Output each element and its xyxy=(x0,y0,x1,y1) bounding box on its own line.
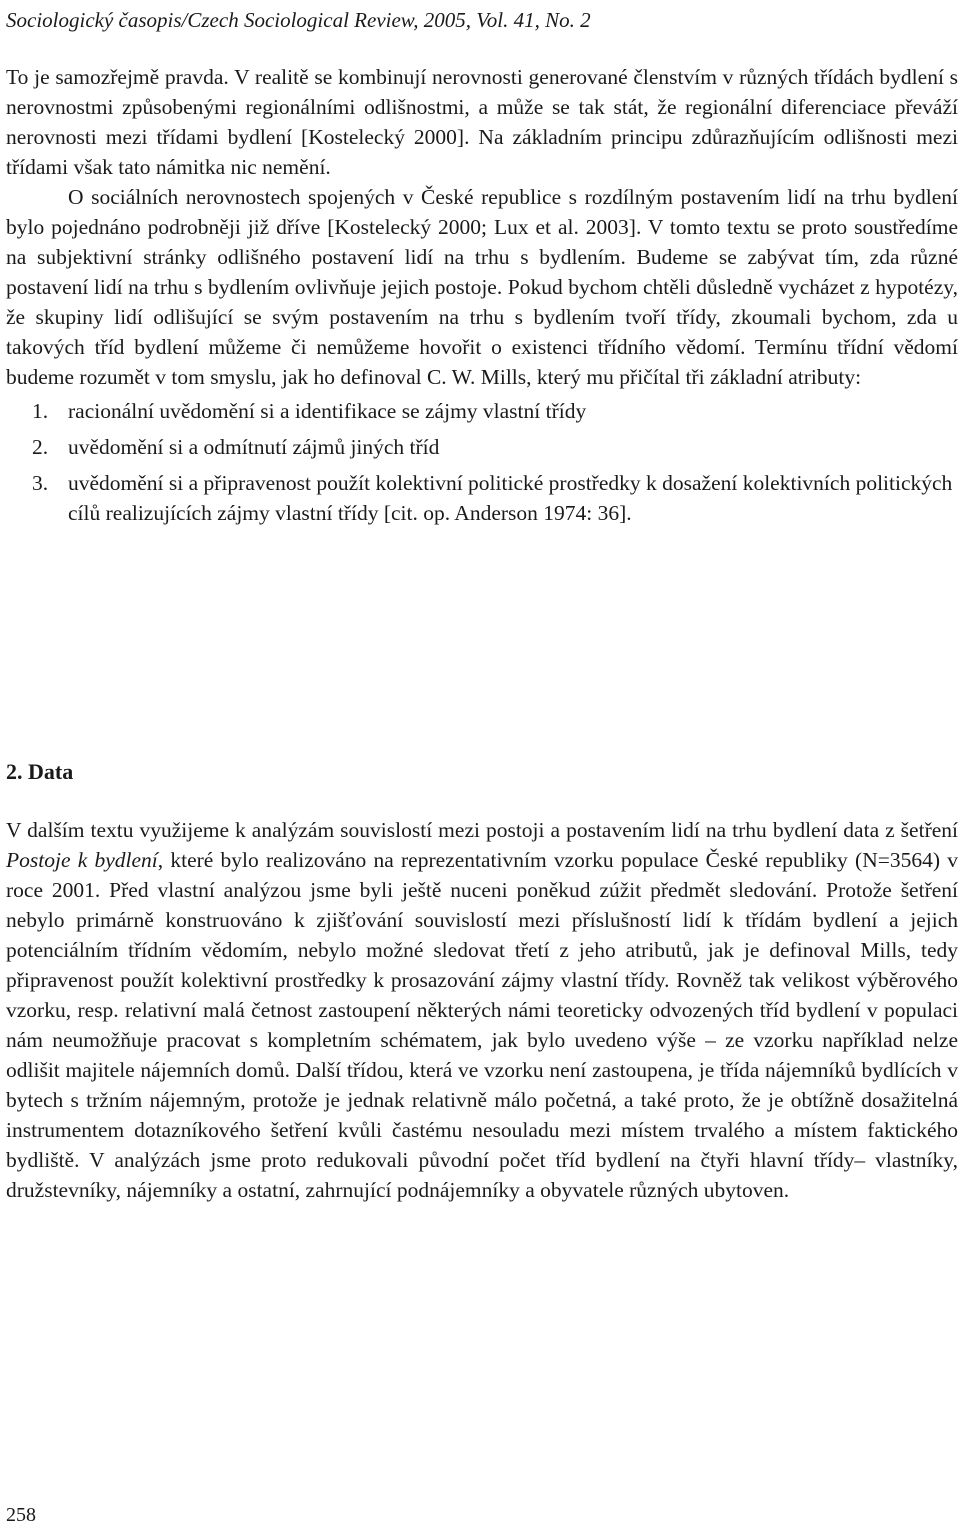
paragraph xyxy=(6,815,958,1205)
list-number: 3. xyxy=(32,471,49,495)
list-item xyxy=(6,432,958,462)
list-item xyxy=(6,396,958,426)
list-number: 1. xyxy=(32,399,49,423)
section-text xyxy=(6,815,958,1205)
list-text: uvědomění si a odmítnutí zájmů jiných tříd xyxy=(68,435,440,459)
list-text: racionální uvědomění si a identifikace se zájmy vlastní třídy xyxy=(68,399,587,423)
paragraph-rest: , které bylo realizováno na reprezentativním vzorku populace České republiky (N=3564) v roce 2001. Před vlastní analýzou jsme byli ještě nuceni poněkud zúžit předmět sledování. Protože šetření nebylo primárně konstruováno k zjišťování souvislostí mezi příslušností lidí k třídám bydlení a jejich potenciálním třídním vědomím, nebylo možné sledovat třetí z jeho atributů, jak je definoval Mills, tedy připravenost použít kolektivní prostředky k prosazování zájmy vlastní třídy. Rovněž tak velikost výběrového vzorku, resp. relativní malá četnost zastoupení některých námi teoreticky odvozených tříd bydlení v populaci nám neumožňuje pracovat s kompletním schématem, jak bylo uvedeno výše – ze vzorku například nelze odlišit majitele nájemních domů. Další třídou, která ve vzorku není zastoupena, je třída nájemníků bydlících v bytech s tržním nájemným, protože je jednak relativně málo početná, a také proto, že je obtížně dosažitelná instrumentem dotazníkového šetření kvůli častému nesouladu mezi místem trvalého a místem faktického bydliště. V analýzách jsme proto redukovali původní počet tříd bydlení na čtyři hlavní třídy– vlastníky, družstevníky, nájemníky a ostatní, zahrnující podnájemníky a obyvatele různých ubytoven. xyxy=(6,848,958,1202)
attribute-list xyxy=(6,396,958,528)
page-number: 258 xyxy=(6,1504,36,1526)
list-number: 2. xyxy=(32,435,49,459)
paragraph: To je samozřejmě pravda. V realitě se kombinují nerovnosti generované členstvím v různých třídách bydlení s nerovnostmi způsobenými regionálními odlišnostmi, a může se tak stát, že regionální diferenciace převáží nerovnosti mezi třídami bydlení [Kostelecký 2000]. Na základním principu zdůrazňujícím odlišnosti mezi třídami však tato námitka nic nemění. xyxy=(6,65,958,179)
survey-title: Postoje k bydlení xyxy=(6,848,158,872)
list-item xyxy=(6,468,958,528)
intro-text xyxy=(6,62,958,534)
section-heading: 2. Data xyxy=(6,759,74,784)
running-header: Sociologický časopis/Czech Sociological Review, 2005, Vol. 41, No. 2 xyxy=(6,8,591,32)
list-text: uvědomění si a připravenost použít kolektivní politické prostředky k dosažení kolektivních politických cílů realizujících zájmy vlastní třídy [cit. op. Anderson 1974: 36]. xyxy=(68,471,953,525)
paragraph-start: V dalším textu využijeme k analýzám souvislostí mezi postoji a postavením lidí na trhu bydlení data z šetření xyxy=(6,818,958,842)
paragraph: O sociálních nerovnostech spojených v České republice s rozdílným postavením lidí na trhu bydlení bylo pojednáno podrobněji již dříve [Kostelecký 2000; Lux et al. 2003]. V tomto textu se proto soustředíme na subjektivní stránky odlišného postavení lidí na trhu s bydlením. Budeme se zabývat tím, zda různé postavení lidí na trhu s bydlením ovlivňuje jejich postoje. Pokud bychom chtěli důsledně vycházet z hypotézy, že skupiny lidí odlišující se svým postavením na trhu s bydlením tvoří třídy, zkoumali bychom, zda u takových tříd bydlení můžeme či nemůžeme hovořit o existenci třídního vědomí. Termínu třídní vědomí budeme rozumět v tom smyslu, jak ho definoval C. W. Mills, který mu přičítal tři základní atributy: xyxy=(6,185,958,389)
